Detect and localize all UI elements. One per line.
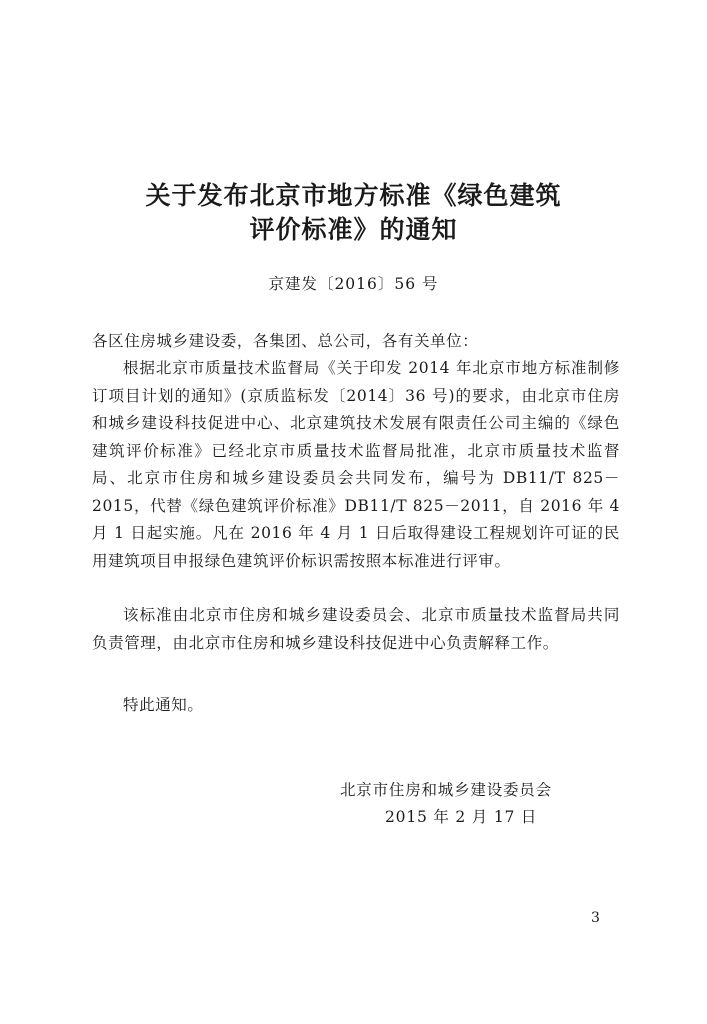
document-title-line-1: 关于发布北京市地方标准《绿色建筑 — [145, 181, 562, 210]
issue-date: 2015 年 2 月 17 日 — [385, 808, 538, 826]
page-number: 3 — [591, 910, 600, 926]
paragraph-2-text: 该标准由北京市住房和城乡建设委员会、北京市质量技术监督局共同负责管理，由北京市住房和城乡建设科技促进中心负责解释工作。 — [92, 606, 620, 652]
paragraph-1-text: 根据北京市质量技术监督局《关于印发 2014 年北京市地方标准制修订项目计划的通知》(京质监标发〔2014〕36 号)的要求，由北京市住房和城乡建设科技促进中心、北京建筑技术发展有限责任公司主编的《绿色建筑评价标准》已经北京市质量技术监督局批准，北京市质量技术监督局、北京市住房和城乡建设委员会共同发布，编号为 DB11/T 825－2015，代替《绿色建筑评价标准》DB11/T 825－2011，自 2016 年 4 月 1 日起实施。凡在 2016 年 4 月 1 日后取得建设工程规划许可证的民用建筑项目申报绿色建筑评价标识需按照本标准进行评审。 — [92, 359, 620, 570]
document-title-line-2: 评价标准》的通知 — [249, 215, 458, 244]
salutation: 各区住房城乡建设委，各集团、总公司，各有关单位： — [92, 332, 479, 350]
document-number: 京建发〔2016〕56 号 — [268, 275, 439, 293]
paragraph-2 — [92, 602, 620, 657]
paragraph-3 — [92, 692, 620, 720]
paragraph-1 — [92, 355, 620, 575]
issuer-signature: 北京市住房和城乡建设委员会 — [340, 781, 552, 799]
paragraph-3-text: 特此通知。 — [123, 696, 204, 714]
